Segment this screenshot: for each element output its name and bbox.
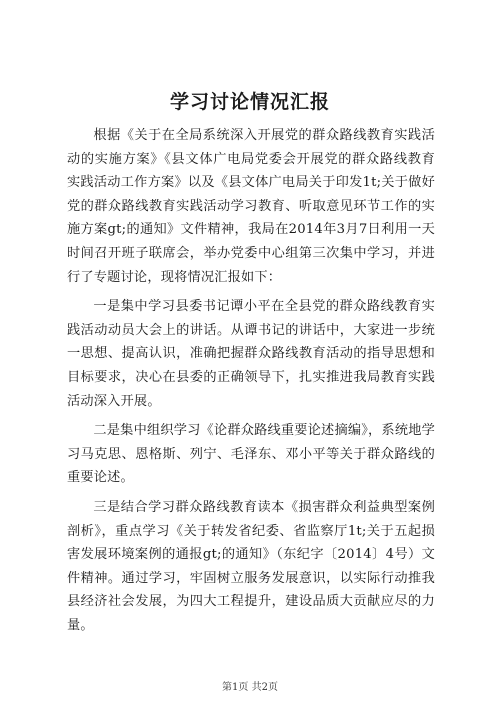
- paragraph-first-point: 一是集中学习县委书记谭小平在全县党的群众路线教育实践活动动员大会上的讲话。从谭书记的讲话中，大家进一步统一思想、提高认识，准确把握群众路线教育活动的指导思想和目标要求，决心在县委的正确领导下，扎实推进我局教育实践活动深入开展。: [67, 299, 435, 409]
- paragraph-third-point: 三是结合学习群众路线教育读本《损害群众利益典型案例剖析》，重点学习《关于转发省纪委、省监察厅1t;关于五起损害发展环境案例的通报gt;的通知》（东纪字〔2014〕4号）文件精神。通过学习，牢固树立服务发展意识，以实际行动推我县经济社会发展，为四大工程提升，建设品质大贡献应尽的力量。: [67, 499, 435, 633]
- document-title: 学习讨论情况汇报: [169, 91, 330, 113]
- page-number-footer: 第1页 共2页: [222, 682, 278, 693]
- paragraph-intro: 根据《关于在全局系统深入开展党的群众路线教育实践活动的实施方案》《县文体广电局党委会开展党的群众路线教育实践活动工作方案》以及《县文体广电局关于印发1t;关于做好党的群众路线教育实践活动学习教育、听取意见环节工作的实施方案gt;的通知》文件精神，我局在2014年3月7日利用一天时间召开班子联席会，举办党委中心组第三次集中学习，并进行了专题讨论，现将情况汇报如下：: [67, 128, 435, 285]
- paragraph-second-point: 二是集中组织学习《论群众路线重要论述摘编》，系统地学习马克思、恩格斯、列宁、毛泽东、邓小平等关于群众路线的重要论述。: [67, 423, 435, 486]
- document-body: [67, 124, 435, 643]
